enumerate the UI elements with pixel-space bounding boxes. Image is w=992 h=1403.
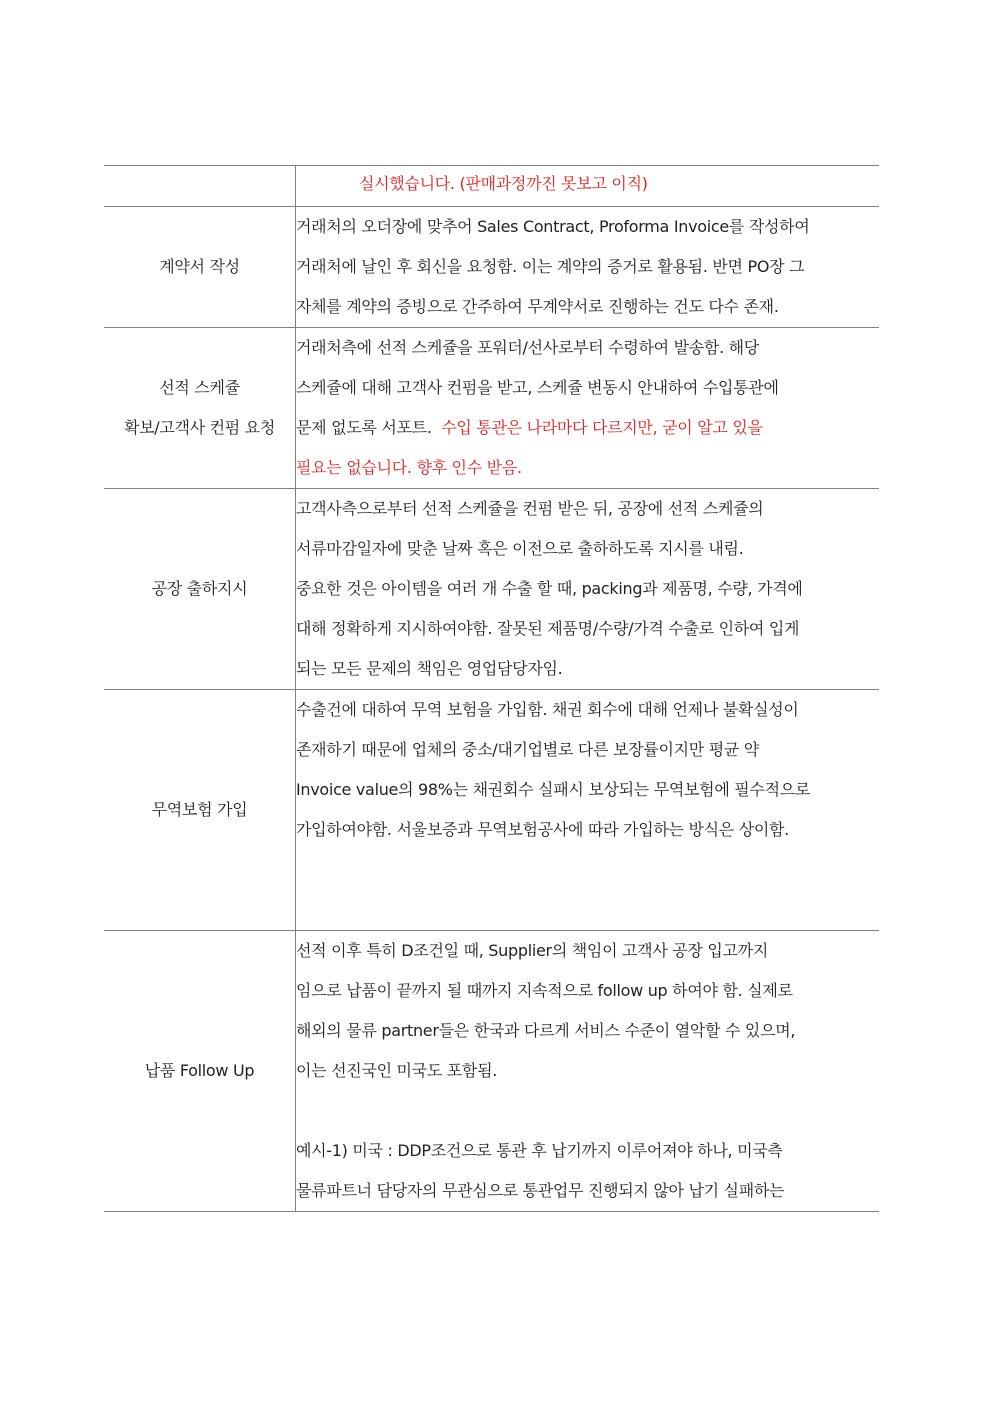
content-line: 이는 선진국인 미국도 포함됨. [296,1061,498,1080]
highlight-text: 필요는 없습니다. 향후 인수 받음. [296,458,522,477]
content-line: 되는 모든 문제의 책임은 영업담당자임. [296,659,563,678]
content-line: 대해 정확하게 지시하여야함. 잘못된 제품명/수량/가격 수출로 인하여 입게 [296,619,800,638]
row-label [104,931,296,1212]
content-line: 임으로 납품이 끝까지 될 때까지 지속적으로 follow up 하여야 함. 실제로 [296,981,793,1000]
content-line: 고객사측으로부터 선적 스케쥴을 컨펌 받은 뒤, 공장에 선적 스케쥴의 [296,499,764,518]
content-line: 서류마감일자에 맞춘 날짜 혹은 이전으로 출하하도록 지시를 내림. [296,539,744,558]
row-label [104,328,296,489]
row-label-line: 무역보험 가입 [151,800,248,819]
table-row [104,328,879,489]
row-content [296,166,880,207]
highlight-text: 수입 통관은 나라마다 다르지만, 굳이 알고 있을 [441,418,763,437]
content-text: 문제 없도록 서포트. [296,418,442,437]
row-label-line: 계약서 작성 [159,257,240,276]
content-line [296,850,879,890]
row-label [104,207,296,328]
row-content [296,931,880,1212]
task-table-body [104,166,879,1212]
content-line: 존재하기 때문에 업체의 중소/대기업별로 다른 보장률이지만 평균 약 [296,740,759,759]
table-row [104,166,879,207]
row-content [296,489,880,690]
content-line: 선적 이후 특히 D조건일 때, Supplier의 책임이 고객사 공장 입고까지 [296,941,768,960]
row-label [104,166,296,207]
content-line: 해외의 물류 partner들은 한국과 다르게 서비스 수준이 열악할 수 있으며, [296,1021,796,1040]
content-line: 거래처측에 선적 스케쥴을 포워더/선사로부터 수령하여 발송함. 해당 [296,338,759,357]
content-line [296,408,879,448]
row-label-line: 선적 스케쥴 [159,378,240,397]
task-table [104,165,879,1212]
content-line: 예시-1) 미국 : DDP조건으로 통관 후 납기까지 이루어져야 하나, 미국측 [296,1141,783,1160]
content-line [296,890,879,930]
table-row [104,690,879,931]
content-line [296,166,879,206]
row-content [296,328,880,489]
content-line: 중요한 것은 아이템을 여러 개 수출 할 때, packing과 제품명, 수량, 가격에 [296,579,803,598]
row-content [296,690,880,931]
content-line: 스케쥴에 대해 고객사 컨펌을 받고, 스케쥴 변동시 안내하여 수입통관에 [296,378,779,397]
content-line: 거래처에 날인 후 회신을 요청함. 이는 계약의 증거로 활용됨. 반면 PO장 그 [296,257,805,276]
content-line [296,1091,879,1131]
row-label-line: 납품 Follow Up [144,1061,255,1080]
table-row [104,489,879,690]
row-label-line: 확보/고객사 컨펌 요청 [123,418,276,437]
content-line: 수출건에 대하여 무역 보험을 가입함. 채권 회수에 대해 언제나 불확실성이 [296,700,799,719]
content-line: 거래처의 오더장에 맞추어 Sales Contract, Proforma Invoice를 작성하여 [296,217,810,236]
row-content [296,207,880,328]
content-line: 가입하여야함. 서울보증과 무역보험공사에 따라 가입하는 방식은 상이함. [296,820,789,839]
row-label [104,489,296,690]
content-line: Invoice value의 98%는 채권회수 실패시 보상되는 무역보험에 필수적으로 [296,780,811,799]
content-line: 물류파트너 담당자의 무관심으로 통관업무 진행되지 않아 납기 실패하는 [296,1181,785,1200]
table-row [104,207,879,328]
content-line [296,448,879,488]
row-label-line: 공장 출하지시 [151,579,248,598]
table-row [104,931,879,1212]
highlight-text: 실시했습니다. (판매과정까진 못보고 이직) [359,174,648,193]
content-line: 자체를 계약의 증빙으로 간주하여 무계약서로 진행하는 건도 다수 존재. [296,297,779,316]
row-label [104,690,296,931]
